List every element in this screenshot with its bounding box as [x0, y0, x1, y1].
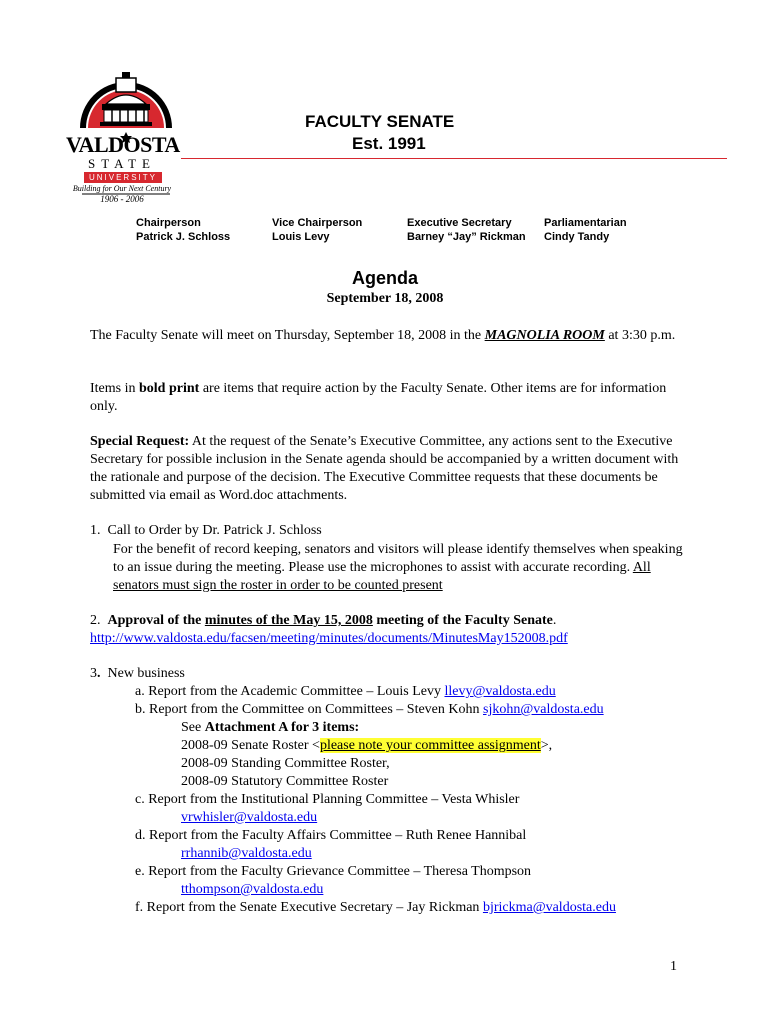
officer-name: Louis Levy — [272, 231, 330, 243]
item-period: . — [552, 613, 557, 628]
item-number: 1. — [90, 523, 101, 538]
logo-university: UNIVERSITY — [84, 172, 162, 183]
meeting-time: at 3:30 p.m. — [604, 328, 676, 343]
special-request-label: Special Request: — [90, 434, 190, 449]
agenda-item-3 — [90, 665, 690, 683]
officer-name: Barney “Jay” Rickman — [407, 231, 526, 243]
bold-print-note — [90, 380, 690, 416]
email-link[interactable]: rrhannib@valdosta.edu — [181, 846, 312, 861]
report-grievance: e. Report from the Faculty Grievance Committee – Theresa Thompson — [135, 864, 532, 879]
report-academic — [135, 683, 556, 701]
note-bold: bold print — [139, 381, 200, 396]
attachment-label: Attachment A for 3 items: — [204, 720, 360, 735]
highlighted-note: please note your committee assignment — [319, 738, 541, 753]
roster-text: 2008-09 Senate Roster < — [181, 738, 320, 753]
report-committees — [135, 701, 604, 719]
note-text: Items in — [90, 381, 139, 396]
email-link[interactable]: vrwhisler@valdosta.edu — [181, 810, 318, 825]
roster-notice: All senators must sign the roster in order to be counted present — [113, 560, 651, 593]
statutory-roster-line: 2008-09 Statutory Committee Roster — [181, 774, 389, 789]
roster-text-after: >, — [540, 738, 553, 753]
header-divider — [181, 158, 727, 159]
agenda-item-1 — [90, 522, 690, 540]
officer-role: Vice Chairperson — [272, 217, 363, 229]
meeting-paragraph — [90, 327, 690, 345]
page-number: 1 — [670, 959, 677, 974]
attachment-note — [181, 719, 359, 737]
item-dot: . — [97, 666, 101, 681]
report-text: f. Report from the Senate Executive Secretary – Jay Rickman — [135, 900, 483, 915]
logo-state: STATE — [88, 156, 156, 171]
item-1-body — [113, 541, 693, 595]
officer-role: Chairperson — [136, 217, 201, 229]
report-planning: c. Report from the Institutional Planning Committee – Vesta Whisler — [135, 792, 520, 807]
logo-motto: Building for Our Next Century — [72, 184, 172, 193]
see-text: See — [181, 720, 205, 735]
agenda-item-2 — [90, 612, 690, 630]
special-request-paragraph — [90, 433, 690, 505]
item-number: 3 — [90, 666, 97, 681]
logo-wordmark: VALDOSTA — [66, 132, 180, 157]
report-executive-secretary — [135, 899, 616, 917]
email-link[interactable]: tthompson@valdosta.edu — [181, 882, 324, 897]
agenda-heading: Agenda — [351, 268, 418, 288]
item-title: Call to Order by Dr. Patrick J. Schloss — [107, 523, 322, 538]
meeting-text: The Faculty Senate will meet on Thursday, September 18, 2008 in the — [90, 328, 485, 343]
agenda-date: September 18, 2008 — [326, 291, 444, 306]
special-request-text: At the request of the Senate’s Executive Committee, any actions sent to the Executive Secretary for possible inclusion in the Senate agenda should be accompanied by a written document with the rationale and purpose of the decision. The Executive Committee requests that these documents be submitted via email as Word.doc attachments. — [90, 434, 679, 503]
item-body-text: For the benefit of record keeping, senators and visitors will please identify themselves when speaking to an issue during the meeting. Please use the microphones to assist with accurate recording. — [113, 542, 683, 575]
meeting-room: MAGNOLIA ROOM — [484, 328, 605, 343]
senate-roster-line — [181, 737, 552, 755]
officer-chairperson — [136, 216, 230, 244]
email-link[interactable]: sjkohn@valdosta.edu — [483, 702, 604, 717]
established-year: Est. 1991 — [352, 134, 426, 153]
email-link[interactable]: bjrickma@valdosta.edu — [482, 900, 616, 915]
email-link[interactable]: llevy@valdosta.edu — [444, 684, 556, 699]
officer-role: Parliamentarian — [544, 217, 627, 229]
page-title: FACULTY SENATE — [305, 112, 455, 131]
officer-name: Patrick J. Schloss — [136, 231, 231, 243]
item-text: Approval of the — [107, 613, 205, 628]
standing-roster-line: 2008-09 Standing Committee Roster, — [181, 756, 390, 771]
officer-vice-chairperson — [272, 216, 362, 244]
report-text: a. Report from the Academic Committee – Louis Levy — [135, 684, 445, 699]
minutes-reference: minutes of the May 15, 2008 — [204, 613, 373, 628]
note-text-after: are items that require action by the Faculty Senate. Other items are for information only. — [90, 381, 667, 414]
logo-years: 1906 - 2006 — [100, 194, 144, 204]
report-text: b. Report from the Committee on Committees – Steven Kohn — [135, 702, 484, 717]
minutes-link[interactable]: http://www.valdosta.edu/facsen/meeting/minutes/documents/MinutesMay152008.pdf — [90, 631, 568, 646]
officer-name: Cindy Tandy — [544, 231, 610, 243]
officer-executive-secretary — [407, 216, 526, 244]
report-faculty-affairs: d. Report from the Faculty Affairs Committee – Ruth Renee Hannibal — [135, 828, 527, 843]
item-title: New business — [107, 666, 185, 681]
item-text-after: meeting of the Faculty Senate — [372, 613, 553, 628]
officer-parliamentarian — [544, 216, 627, 244]
officer-role: Executive Secretary — [407, 217, 512, 229]
item-number: 2. — [90, 613, 101, 628]
